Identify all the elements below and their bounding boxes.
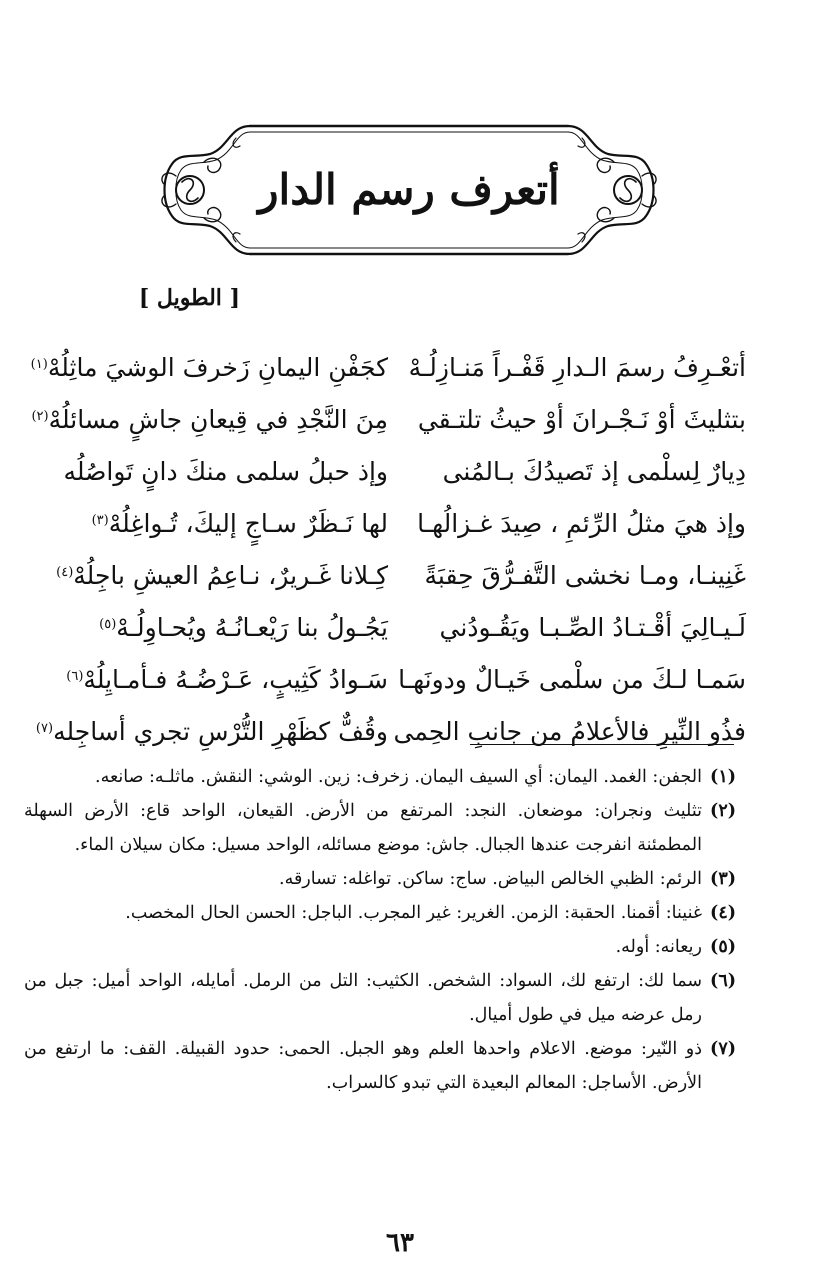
footnote-item xyxy=(24,760,736,794)
poem-meter: [ الطويل ] xyxy=(138,285,240,311)
verse-first-hemistich: دِيارٌ لِسلْمى إذ تَصيدُكَ بـالمُنى xyxy=(442,457,746,486)
verse-first-hemistich: غَنِينـا، ومـا نخشى التَّفـرُّقَ حِقبَةً xyxy=(424,561,746,590)
footnote-item xyxy=(24,794,736,862)
verse-second-hemistich xyxy=(28,654,388,706)
poem-verse xyxy=(28,706,746,758)
verse-second-hemistich xyxy=(28,550,388,602)
footnote-text: ذو النّير: موضع. الاعلام واحدها العلم وهو الجبل. الحمى: حدود القبيلة. القف: ما ارتفع من الأرض. الأساجل: المعالم البعيدة التي تبدو كالسراب. xyxy=(24,1039,702,1093)
verse-second-text: لها نَـظَرٌ سـاجٍ إليكَ، تُـواغِلُهْ xyxy=(108,509,388,538)
footnote-marker: (٥) xyxy=(99,617,117,632)
title-cartouche xyxy=(150,118,668,262)
footnote-marker: (٢) xyxy=(31,409,49,424)
footnote-marker: (١) xyxy=(30,357,48,372)
verse-first-hemistich: وإذ هيَ مثلُ الرِّئمِ ، صِيدَ غـزالُهـا xyxy=(417,509,746,538)
verse-second-text: كجَفْنِ اليمانِ زَخرفَ الوشيَ ماثِلُهْ xyxy=(47,353,388,382)
poem-verse xyxy=(28,654,746,706)
verse-second-hemistich xyxy=(28,342,388,394)
verse-second-hemistich xyxy=(28,498,388,550)
footnote-divider xyxy=(470,744,734,745)
verse-second-hemistich xyxy=(28,602,388,654)
footnote-marker: (٧) xyxy=(35,721,54,736)
verse-second-hemistich xyxy=(28,446,388,498)
footnote-item xyxy=(24,964,736,1032)
verse-first-hemistich: أتعْـرِفُ رسمَ الـدارِ قَفْـراً مَنـازِلُـهْ xyxy=(408,353,746,382)
footnote-text: ريعانه: أوله. xyxy=(615,937,702,957)
verse-second-text: كِـلانا غَـريرٌ، نـاعِمُ العيشِ باجِلُهْ xyxy=(73,561,388,590)
page-title: أتعرف رسم الدار xyxy=(258,164,560,214)
footnote-number: (٧) xyxy=(710,1039,736,1059)
verse-first-hemistich: فذُو النِّيرِ فالأعلامُ من جانبِ الحِمى xyxy=(393,717,746,746)
verse-second-text: وإذ حبلُ سلمى منكَ دانٍ تَواصُلُه xyxy=(63,457,388,486)
poem-verse xyxy=(28,498,746,550)
footnote-item xyxy=(24,896,736,930)
footnote-marker: (٦) xyxy=(66,669,84,684)
verse-second-text: وقُفٌّ كظَهْرِ التُّرْسِ تجري أساجِله xyxy=(53,717,388,746)
verse-second-text: مِنَ النَّجْدِ في قِيعانِ جاشٍ مسائلُهْ xyxy=(48,405,388,434)
verse-second-text: يَجُـولُ بنا رَيْعـانُـهُ ويُحـاوِلُـهْ xyxy=(116,613,388,642)
footnote-number: (٣) xyxy=(710,869,736,889)
page-number: ٦٣ xyxy=(386,1228,414,1258)
poem xyxy=(28,342,746,758)
footnote-text: تثليث ونجران: موضعان. النجد: المرتفع من الأرض. القيعان، الواحد قاع: الأرض السهلة المطمئنة انفرجت عندها الجبال. جاش: موضع مسائله، الواحد مسيل: مكان سيلان الماء. xyxy=(24,801,702,855)
footnote-marker: (٣) xyxy=(91,513,109,528)
verse-first-hemistich: بتثليثَ أوْ نَـجْـرانَ أوْ حيثُ تلتـقي xyxy=(417,405,746,434)
verse-second-text: سَـوادُ كَثِيبٍ، عَـرْضُـهُ فـأمـايِلُهْ xyxy=(83,665,388,694)
verse-second-hemistich xyxy=(28,394,388,446)
footnote-number: (٦) xyxy=(710,971,736,991)
footnote-text: غنينا: أقمنا. الحقبة: الزمن. الغرير: غير المجرب. الباجل: الحسن الحال المخصب. xyxy=(125,903,702,923)
poem-verse xyxy=(28,446,746,498)
footnote-item xyxy=(24,930,736,964)
poem-verse xyxy=(28,394,746,446)
footnote-text: سما لك: ارتفع لك، السواد: الشخص. الكثيب: التل من الرمل. أمايله، الواحد أميل: جبل من رمل عرضه ميل في طول أميال. xyxy=(24,971,702,1025)
footnote-text: الرئم: الظبي الخالص البياض. ساج: ساكن. تواغله: تسارقه. xyxy=(279,869,702,889)
footnote-item xyxy=(24,1032,736,1100)
verse-first-hemistich: لَـيـالِيَ أقْـتـادُ الصِّـبـا ويَقُـودُني xyxy=(439,613,746,642)
verse-second-hemistich xyxy=(28,706,388,758)
footnote-number: (٤) xyxy=(710,903,736,923)
poem-verse xyxy=(28,550,746,602)
footnote-number: (٥) xyxy=(710,937,736,957)
poem-verse xyxy=(28,602,746,654)
poem-verse xyxy=(28,342,746,394)
footnote-number: (١) xyxy=(710,767,736,787)
footnote-marker: (٤) xyxy=(56,565,74,580)
footnote-number: (٢) xyxy=(710,801,736,821)
footnote-item xyxy=(24,862,736,896)
footnotes xyxy=(24,760,736,1100)
footnote-text: الجفن: الغمد. اليمان: أي السيف اليمان. زخرف: زين. الوشي: النقش. ماثلـه: صانعه. xyxy=(95,767,702,787)
verse-first-hemistich: سَمـا لـكَ من سلْمى خَيـالٌ ودونَهـا xyxy=(398,665,746,694)
